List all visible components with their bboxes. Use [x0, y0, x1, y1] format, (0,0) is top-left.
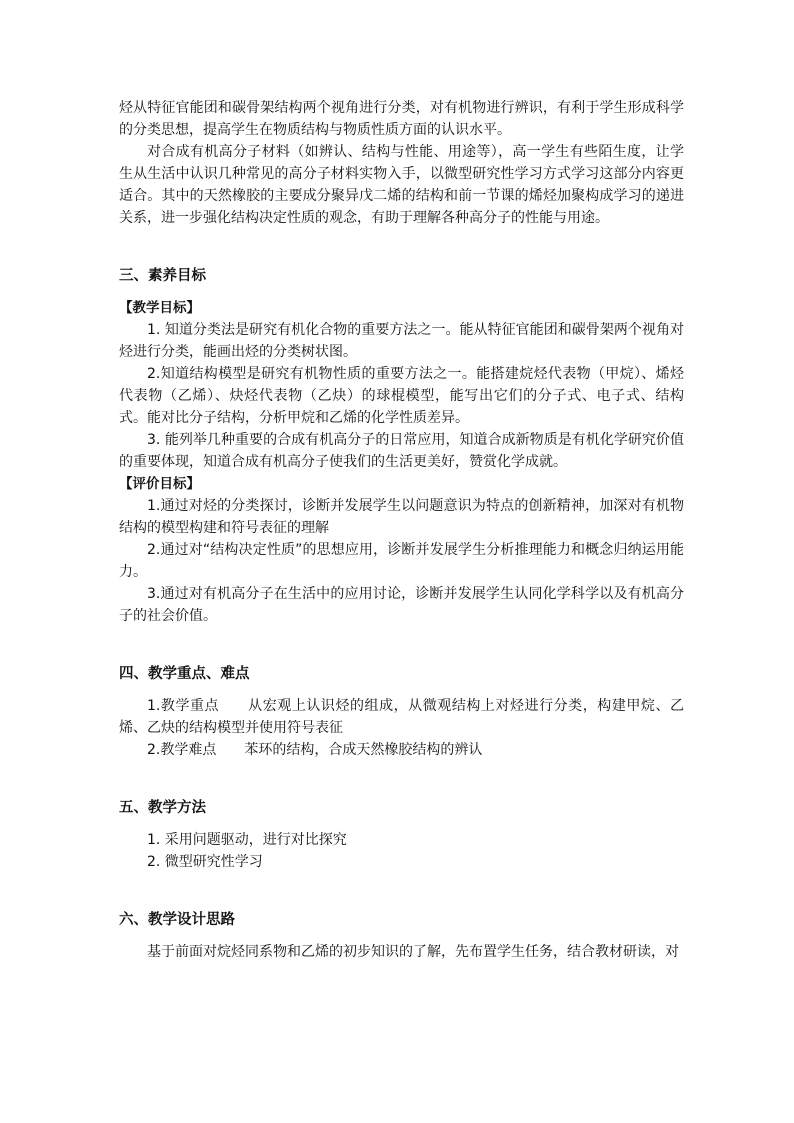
- evaluation-goal-item: 1.通过对烃的分类探讨，诊断并发展学生以问题意识为特点的创新精神，加深对有机物结构的模型构建和符号表征的理解: [119, 498, 684, 536]
- design-paragraph: 基于前面对烷烃同系物和乙烯的初步知识的了解，先布置学生任务，结合教材研读，对: [147, 944, 679, 960]
- key-point-item: 1.教学重点 从宏观上认识烃的组成，从微观结构上对烃进行分类，构建甲烷、乙烯、乙炔的结构模型并使用符号表征: [119, 698, 684, 736]
- method-item: 2. 微型研究性学习: [147, 854, 263, 870]
- section-4-heading: 四、教学重点、难点: [119, 666, 250, 682]
- section-3-heading: 三、素养目标: [119, 268, 206, 284]
- evaluation-goal-item: 3.通过对有机高分子在生活中的应用讨论，诊断并发展学生认同化学科学以及有机高分子的社会价值。: [119, 586, 684, 624]
- evaluation-goal-item: 2.通过对“结构决定性质”的思想应用，诊断并发展学生分析推理能力和概念归纳运用能力。: [119, 542, 684, 580]
- intro-paragraph-2: 对合成有机高分子材料（如辨认、结构与性能、用途等），高一学生有些陌生度，让学生从生活中认识几种常见的高分子材料实物入手，以微型研究性学习方式学习这部分内容更适合。其中的天然橡胶的主要成分聚异戊二烯的结构和前一节课的烯烃加聚构成学习的递进关系，进一步强化结构决定性质的观念，有助于理解各种高分子的性能与用途。: [119, 144, 684, 226]
- evaluation-goals-label: 【评价目标】: [119, 476, 200, 492]
- method-item: 1. 采用问题驱动，进行对比探究: [147, 832, 347, 848]
- teaching-goal-item: 2.知道结构模型是研究有机物性质的重要方法之一。能搭建烷烃代表物（甲烷）、烯烃代表物（乙烯）、炔烃代表物（乙炔）的球棍模型，能写出它们的分子式、电子式、结构式。能对比分子结构，分析甲烷和乙烯的化学性质差异。: [119, 366, 684, 426]
- key-point-item: 2.教学难点 苯环的结构，合成天然橡胶结构的辨认: [147, 742, 483, 758]
- section-6-heading: 六、教学设计思路: [119, 912, 235, 928]
- document-body: [119, 97, 684, 963]
- teaching-goal-item: 3. 能列举几种重要的合成有机高分子的日常应用，知道合成新物质是有机化学研究价值的重要体现，知道合成有机高分子使我们的生活更美好，赞赏化学成就。: [119, 432, 684, 470]
- teaching-goals-label: 【教学目标】: [119, 300, 200, 316]
- section-5-heading: 五、教学方法: [119, 800, 206, 816]
- intro-paragraph-1: 烃从特征官能团和碳骨架结构两个视角进行分类，对有机物进行辨识，有利于学生形成科学的分类思想，提高学生在物质结构与物质性质方面的认识水平。: [119, 100, 684, 138]
- teaching-goal-item: 1. 知道分类法是研究有机化合物的重要方法之一。能从特征官能团和碳骨架两个视角对烃进行分类，能画出烃的分类树状图。: [119, 322, 684, 360]
